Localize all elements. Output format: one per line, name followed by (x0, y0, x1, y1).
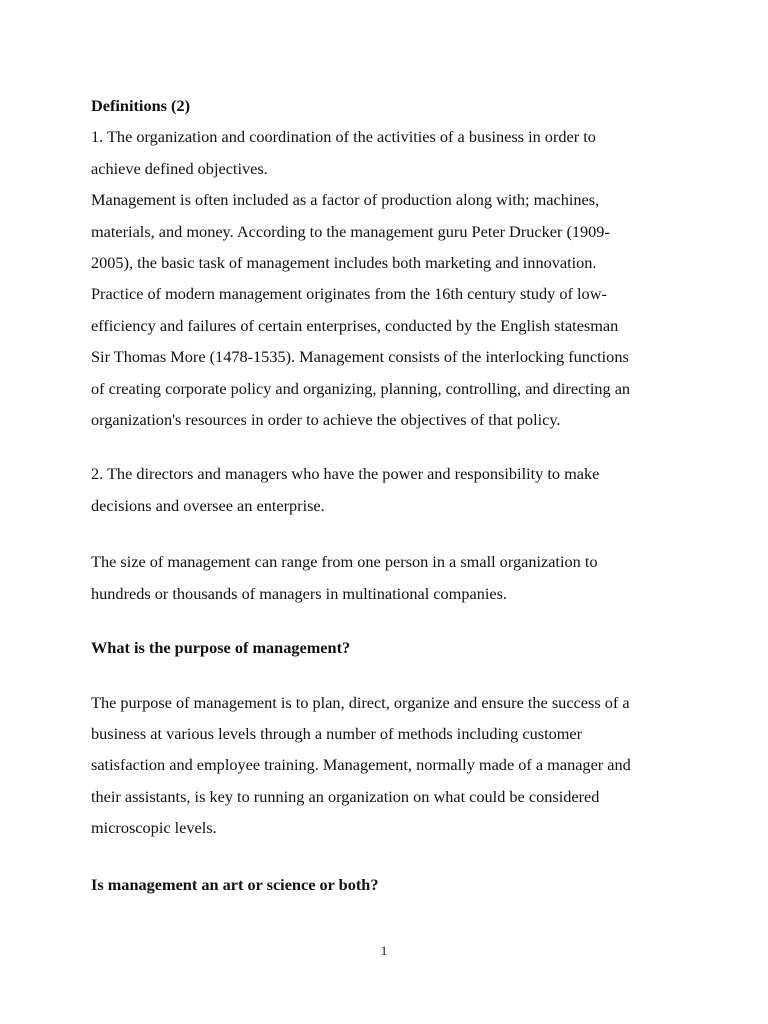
text-line: Management is often included as a factor of production along with; machines, (91, 190, 600, 210)
definition-2 (91, 458, 691, 521)
text-line: Sir Thomas More (1478-1535). Management consists of the interlocking functions (91, 347, 629, 367)
text-line: The purpose of management is to plan, direct, organize and ensure the success of a (91, 692, 630, 712)
text-line: Practice of modern management originates from the 16th century study of low- (91, 284, 607, 304)
text-line: of creating corporate policy and organizing, planning, controlling, and directing an (91, 378, 631, 398)
text-line: The size of management can range from one person in a small organization to (91, 552, 598, 572)
text-line: hundreds or thousands of managers in multinational companies. (91, 583, 507, 603)
text-line: satisfaction and employee training. Management, normally made of a manager and (91, 755, 631, 775)
page-number: 1 (380, 943, 388, 958)
text-line: decisions and oversee an enterprise. (91, 495, 325, 515)
definition-1 (91, 121, 691, 435)
text-line: materials, and money. According to the management guru Peter Drucker (1909- (91, 221, 610, 241)
text-line: 2. The directors and managers who have the power and responsibility to make (91, 464, 600, 484)
document-body (91, 90, 691, 900)
text-line: efficiency and failures of certain enterprises, conducted by the English statesman (91, 315, 619, 335)
text-line: 2005), the basic task of management includes both marketing and innovation. (91, 253, 597, 273)
heading-definitions: Definitions (2) (91, 96, 191, 115)
text-line: 1. The organization and coordination of the activities of a business in order to (91, 127, 596, 147)
text-line: achieve defined objectives. (91, 158, 268, 178)
text-line: microscopic levels. (91, 818, 217, 838)
text-line: their assistants, is key to running an organization on what could be considered (91, 786, 600, 806)
heading-art-or-science: Is management an art or science or both? (91, 874, 379, 894)
text-line: business at various levels through a number of methods including customer (91, 723, 583, 743)
purpose-paragraph (91, 687, 691, 844)
text-line: organization's resources in order to achieve the objectives of that policy. (91, 410, 561, 430)
management-size-paragraph (91, 546, 691, 609)
heading-purpose: What is the purpose of management? (91, 638, 351, 658)
